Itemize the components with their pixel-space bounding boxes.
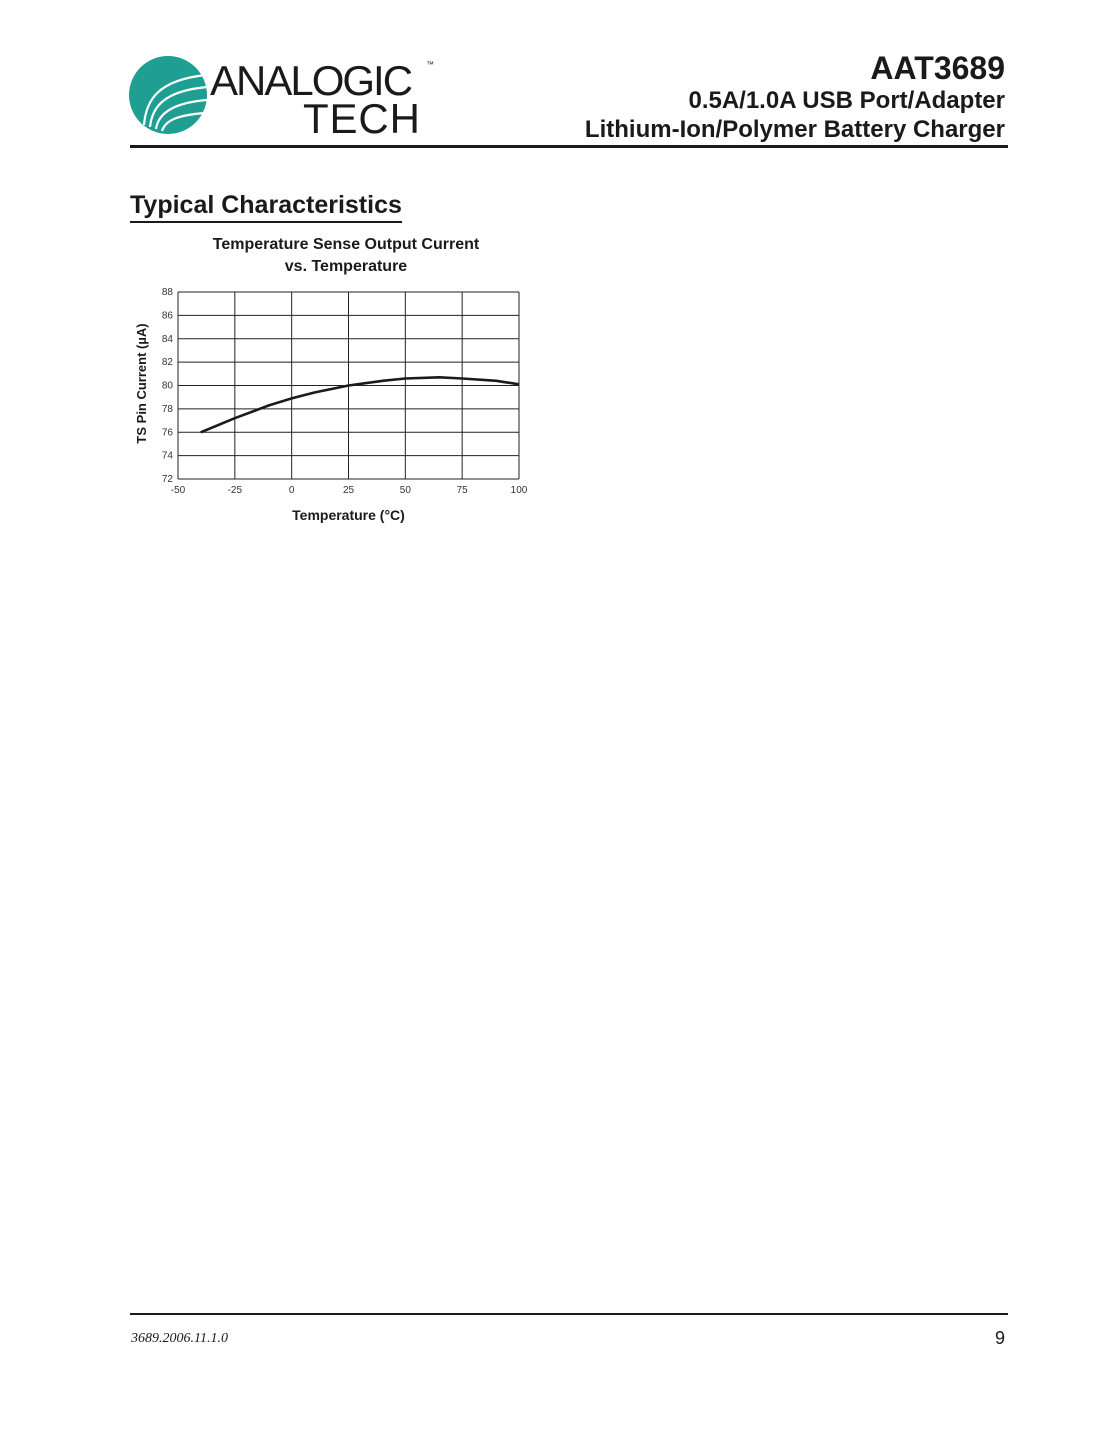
subtitle-line-2: Lithium-Ion/Polymer Battery Charger (584, 116, 1005, 143)
x-tick-label: 75 (456, 485, 468, 496)
section-title: Typical Characteristics (130, 191, 402, 223)
y-tick-label: 80 (161, 380, 173, 392)
x-tick-label: 100 (510, 485, 528, 496)
y-tick-label: 82 (161, 357, 173, 369)
page-number: 9 (994, 1328, 1005, 1348)
part-number: AAT3689 (870, 50, 1005, 86)
chart-title-line-1: Temperature Sense Output Current (212, 236, 480, 253)
y-tick-label: 74 (161, 450, 173, 462)
y-axis-label: TS Pin Current (µA) (134, 323, 149, 444)
chart-title-line-2: vs. Temperature (284, 258, 408, 275)
header-rule (130, 145, 1008, 148)
subtitle-line-1: 0.5A/1.0A USB Port/Adapter (688, 87, 1005, 114)
svg-text:TECH: TECH (303, 95, 420, 137)
footer-rule (130, 1313, 1008, 1315)
document-id: 3689.2006.11.1.0 (131, 1331, 228, 1346)
analogictech-logo (128, 55, 443, 137)
x-tick-label: 25 (342, 485, 355, 496)
x-tick-label: 50 (399, 485, 411, 496)
x-tick-label: -50 (170, 485, 186, 496)
x-tick-label: 0 (288, 485, 295, 496)
svg-text:ANALOGIC: ANALOGIC (210, 57, 412, 104)
svg-text:™: ™ (426, 60, 434, 69)
ts-current-chart (130, 280, 540, 530)
y-tick-label: 88 (161, 287, 173, 298)
y-tick-label: 72 (161, 474, 173, 485)
y-tick-label: 78 (161, 403, 173, 415)
y-tick-label: 84 (161, 333, 173, 345)
y-tick-label: 76 (161, 427, 173, 439)
x-tick-label: -25 (227, 485, 243, 496)
y-tick-label: 86 (161, 310, 173, 322)
x-axis-label: Temperature (°C) (292, 507, 405, 523)
